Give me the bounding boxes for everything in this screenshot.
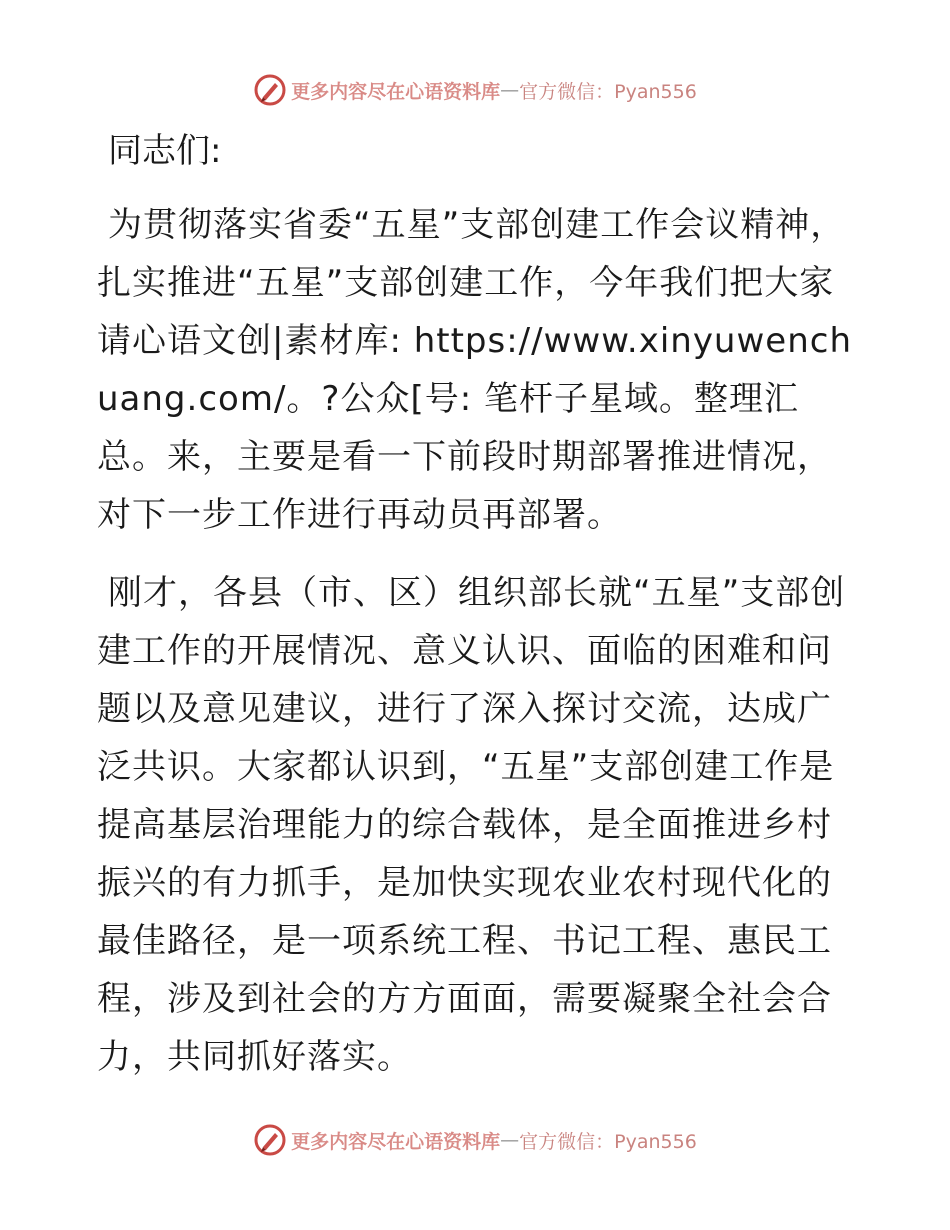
footer-watermark — [0, 1120, 950, 1160]
pen-logo-icon — [253, 73, 287, 107]
document-body — [97, 122, 857, 1086]
watermark-text: 更多内容尽在心语资料库 — [291, 80, 501, 103]
paragraph — [97, 196, 857, 544]
greeting: 同志们: — [108, 131, 222, 171]
header-watermark — [0, 70, 950, 110]
watermark-contact: 官方微信：Pyan556 — [519, 80, 697, 103]
paragraph-text: 刚才，各县（市、区）组织部长就“五星”支部创建工作的开展情况、意义认识、面临的困难和问题以及意见建议，进行了深入探讨交流，达成广泛共识。大家都认识到，“五星”支部创建工作是提高基层治理能力的综合载体，是全面推进乡村振兴的有力抓手，是加快实现农业农村现代化的最佳路径，是一项系统工程、书记工程、惠民工程，涉及到社会的方方面面，需要凝聚全社会合力，共同抓好落实。 — [97, 573, 846, 1077]
watermark-separator: — — [500, 1129, 520, 1151]
paragraph-text: 为贯彻落实省委“五星”支部创建工作会议精神，扎实推进“五星”支部创建工作，今年我们把大家请心语文创|素材库: https://www.xinyuwenchuang.com/。?公众[号: 笔杆子星域。整理汇总。来，主要是看一下前段时期部署推进情况，对下一步工作进行再动员再部署。 — [97, 205, 853, 535]
paragraph — [97, 564, 857, 1086]
watermark-contact: 官方微信：Pyan556 — [519, 1130, 697, 1153]
watermark-text: 更多内容尽在心语资料库 — [291, 1130, 501, 1153]
pen-logo-icon — [253, 1123, 287, 1157]
watermark-separator: — — [500, 79, 520, 101]
